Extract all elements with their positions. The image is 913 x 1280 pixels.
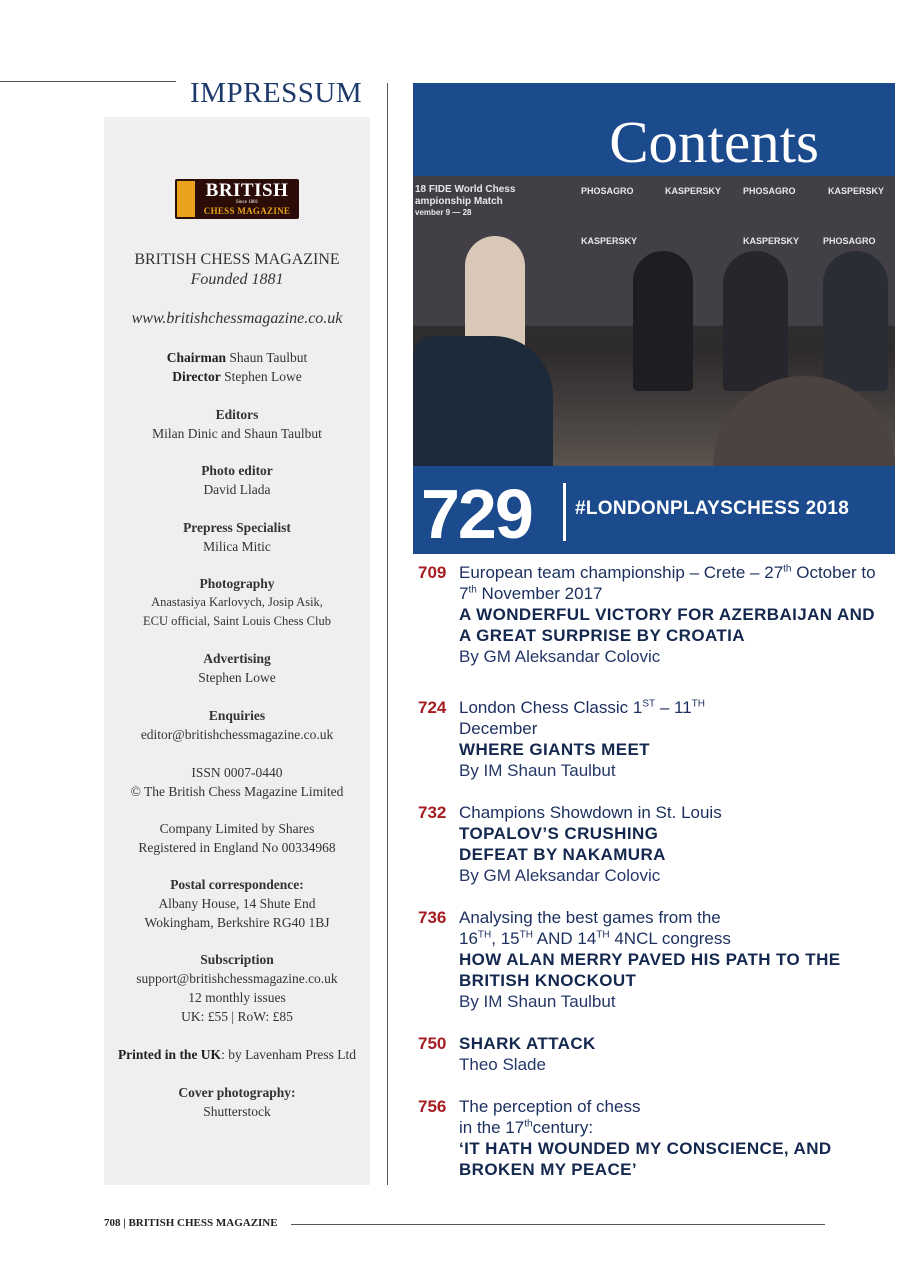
toc-title: Champions Showdown in St. Louis	[459, 803, 722, 822]
photo-figure-2	[723, 251, 788, 391]
toc-title: London Chess Classic 1ST – 11TH December	[459, 698, 706, 738]
impressum-panel	[104, 117, 370, 1185]
top-rule	[0, 81, 176, 82]
logo-line2: CHESS MAGAZINE	[203, 206, 291, 216]
photo-banner-line3: vember 9 — 28	[415, 208, 472, 217]
toc-page-number: 750	[418, 1034, 447, 1053]
toc-byline: By GM Aleksandar Colovic	[459, 647, 661, 666]
toc-byline: By IM Shaun Taulbut	[459, 992, 616, 1011]
chairman-line: Chairman Shaun Taulbut	[166, 350, 308, 365]
prepress-value: Milica Mitic	[203, 539, 271, 554]
postal-line1: Albany House, 14 Shute End	[158, 896, 316, 911]
toc-headline: HOW ALAN MERRY PAVED HIS PATH TO THE BRITISH KNOCKOUT	[459, 950, 841, 990]
toc-headline: A WONDERFUL VICTORY FOR AZERBAIJAN AND A GREAT SURPRISE BY CROATIA	[459, 605, 875, 645]
column-divider	[387, 83, 388, 1185]
contents-title: Contents	[609, 109, 819, 175]
toc-body	[459, 802, 883, 886]
issue-number: 729	[421, 475, 532, 553]
subscription-label: Subscription	[200, 952, 274, 967]
photo-sponsor-7: PHOSAGRO	[823, 236, 876, 246]
editors-label: Editors	[215, 407, 259, 422]
toc-title: European team championship – Crete – 27th October to 7th November 2017	[459, 563, 876, 603]
toc-body	[459, 697, 883, 781]
footer-rule	[291, 1224, 825, 1225]
prepress-label: Prepress Specialist	[183, 520, 291, 535]
company-line1: Company Limited by Shares	[159, 821, 315, 836]
copyright: © The British Chess Magazine Limited	[130, 784, 344, 799]
toc-body	[459, 907, 883, 1012]
toc-byline: Theo Slade	[459, 1055, 546, 1074]
cover-label: Cover photography:	[178, 1085, 296, 1100]
photo-sponsor-5: KASPERSKY	[581, 236, 638, 246]
knight-icon	[177, 181, 195, 217]
toc-byline: By GM Aleksandar Colovic	[459, 866, 661, 885]
photo-sponsor-3: PHOSAGRO	[743, 186, 796, 196]
logo-tiny: Since 1881	[235, 200, 259, 205]
advertising-value: Stephen Lowe	[198, 670, 276, 685]
printed-line: Printed in the UK: by Lavenham Press Ltd	[117, 1047, 357, 1062]
photo-figure-1	[633, 251, 693, 391]
company-line2: Registered in England No 00334968	[138, 840, 336, 855]
photo-editor-label: Photo editor	[201, 463, 273, 478]
subscription-email[interactable]: support@britishchessmagazine.co.uk	[136, 971, 338, 986]
toc-page-number: 732	[418, 803, 447, 822]
subscription-price: UK: £55 | RoW: £85	[181, 1009, 293, 1024]
photo-sponsor-6: KASPERSKY	[743, 236, 800, 246]
toc-headline: TOPALOV’S CRUSHING DEFEAT BY NAKAMURA	[459, 824, 666, 864]
toc-title: Analysing the best games from the 16TH, 15TH AND 14TH 4NCL congress	[459, 908, 731, 948]
toc-body	[459, 562, 883, 667]
photo-banner-line1: 18 FIDE World Chess	[415, 184, 516, 195]
contents-header	[413, 83, 895, 554]
toc-page-number: 756	[418, 1097, 447, 1116]
editors-value: Milan Dinic and Shaun Taulbut	[152, 426, 322, 441]
impressum-title: IMPRESSUM	[190, 77, 363, 109]
toc-body	[459, 1033, 883, 1075]
cover-value: Shutterstock	[203, 1104, 271, 1119]
toc-headline: ‘IT HATH WOUNDED MY CONSCIENCE, AND BROKEN MY PEACE’	[459, 1139, 832, 1179]
postal-line2: Wokingham, Berkshire RG40 1BJ	[144, 915, 330, 930]
postal-label: Postal correspondence:	[170, 877, 304, 892]
photo-camera	[413, 336, 553, 466]
issn: ISSN 0007-0440	[191, 765, 283, 780]
issue-tag: #LONDONPLAYSCHESS 2018	[575, 498, 850, 519]
toc-page-number: 724	[418, 698, 447, 717]
enquiries-label: Enquiries	[208, 708, 266, 723]
cover-photo	[413, 176, 895, 466]
photo-sponsor-1: PHOSAGRO	[581, 186, 634, 196]
page-footer: 708 | BRITISH CHESS MAGAZINE	[104, 1217, 278, 1229]
toc-byline: By IM Shaun Taulbut	[459, 761, 616, 780]
photo-banner-line2: ampionship Match	[415, 196, 503, 207]
toc-page-number: 709	[418, 563, 447, 582]
photography-line1: Anastasiya Karlovych, Josip Asik,	[151, 595, 323, 609]
toc-headline: WHERE GIANTS MEET	[459, 740, 650, 759]
photo-figure-3	[823, 251, 888, 391]
enquiries-email[interactable]: editor@britishchessmagazine.co.uk	[140, 727, 334, 742]
photo-sponsor-2: KASPERSKY	[665, 186, 722, 196]
photo-editor-value: David Llada	[203, 482, 271, 497]
logo-line1: BRITISH	[205, 180, 289, 201]
toc-title-line2: in the 17thcentury:	[459, 1118, 594, 1137]
masthead-name: BRITISH CHESS MAGAZINE	[134, 251, 340, 268]
advertising-label: Advertising	[203, 651, 271, 666]
toc-title: The perception of chess	[459, 1097, 641, 1116]
masthead-founded: Founded 1881	[190, 271, 284, 288]
website-link[interactable]: www.britishchessmagazine.co.uk	[131, 310, 343, 327]
toc-headline: SHARK ATTACK	[459, 1034, 596, 1053]
magazine-logo	[175, 179, 299, 219]
issue-separator	[563, 483, 566, 541]
photo-sponsor-4: KASPERSKY	[828, 186, 885, 196]
toc-page-number: 736	[418, 908, 447, 927]
photography-label: Photography	[199, 576, 275, 591]
toc-body	[459, 1096, 883, 1180]
subscription-issues: 12 monthly issues	[188, 990, 286, 1005]
photography-line2: ECU official, Saint Louis Chess Club	[143, 614, 331, 628]
director-line: Director Stephen Lowe	[172, 369, 302, 384]
